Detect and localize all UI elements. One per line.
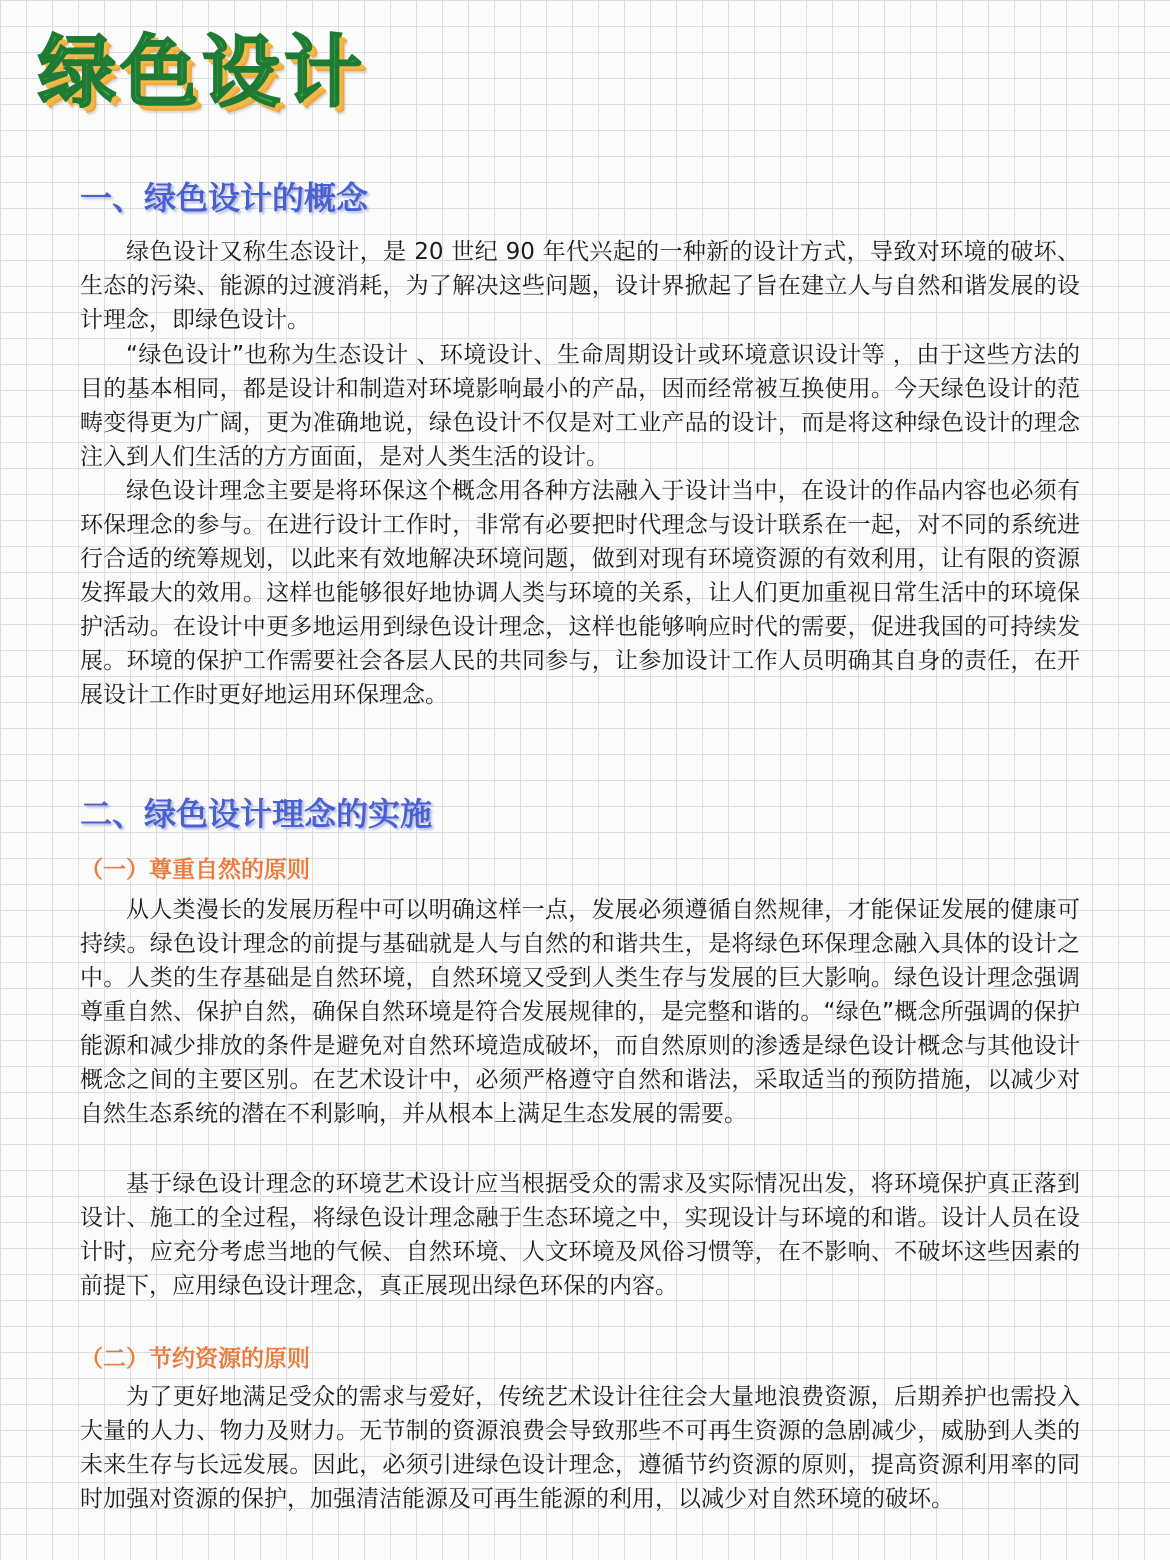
paragraph: 从人类漫长的发展历程中可以明确这样一点，发展必须遵循自然规律，才能保证发展的健康可持续。绿色设计理念的前提与基础就是人与自然的和谐共生，是将绿色环保理念融入具体的设计之中。人类的生存基础是自然环境，自然环境又受到人类生存与发展的巨大影响。绿色设计理念强调尊重自然、保护自然，确保自然环境是符合发展规律的，是完整和谐的。“绿色”概念所强调的保护能源和减少排放的条件是避免对自然环境造成破坏，而自然原则的渗透是绿色设计概念与其他设计概念之间的主要区别。在艺术设计中，必须严格遵守自然和谐法，采取适当的预防措施，以减少对自然生态系统的潜在不利影响，并从根本上满足生态发展的需要。 [80, 897, 1080, 1127]
subsection-heading-respect-nature: （一）尊重自然的原则 [80, 857, 310, 883]
paragraph: 绿色设计理念主要是将环保这个概念用各种方法融入于设计当中，在设计的作品内容也必须有环保理念的参与。在进行设计工作时，非常有必要把时代理念与设计联系在一起，对不同的系统进行合适的统筹规划，以此来有效地解决环境问题，做到对现有环境资源的有效利用，让有限的资源发挥最大的效用。这样也能够很好地协调人类与环境的关系，让人们更加重视日常生活中的环境保护活动。在设计中更多地运用到绿色设计理念，这样也能够响应时代的需要，促进我国的可持续发展。环境的保护工作需要社会各层人民的共同参与，让参加设计工作人员明确其自身的责任，在开展设计工作时更好地运用环保理念。 [80, 478, 1080, 708]
subsection-heading-save-resources: （二）节约资源的原则 [80, 1346, 310, 1372]
section-heading-concept: 一、绿色设计的概念 [80, 179, 369, 217]
paragraph: 为了更好地满足受众的需求与爱好，传统艺术设计往往会大量地浪费资源，后期养护也需投入大量的人力、物力及财力。无节制的资源浪费会导致那些不可再生资源的急剧减少，威胁到人类的未来生存与长远发展。因此，必须引进绿色设计理念，遵循节约资源的原则，提高资源利用率的同时加强对资源的保护，加强清洁能源及可再生能源的利用，以减少对自然环境的破坏。 [80, 1384, 1080, 1512]
paragraph: 绿色设计又称生态设计，是 20 世纪 90 年代兴起的一种新的设计方式，导致对环境的破坏、生态的污染、能源的过渡消耗，为了解决这些问题，设计界掀起了旨在建立人与自然和谐发展的设计理念，即绿色设计。 [80, 239, 1080, 333]
paragraph: “绿色设计”也称为生态设计 、环境设计、生命周期设计或环境意识设计等 ，由于这些方法的目的基本相同，都是设计和制造对环境影响最小的产品，因而经常被互换使用。今天绿色设计的范畴变得更为广阔，更为准确地说，绿色设计不仅是对工业产品的设计，而是将这种绿色设计的理念注入到人们生活的方方面面，是对人类生活的设计。 [80, 342, 1080, 470]
section-heading-implementation: 二、绿色设计理念的实施 [80, 795, 433, 833]
paragraph: 基于绿色设计理念的环境艺术设计应当根据受众的需求及实际情况出发，将环境保护真正落到设计、施工的全过程，将绿色设计理念融于生态环境之中，实现设计与环境的和谐。设计人员在设计时，应充分考虑当地的气候、自然环境、人文环境及风俗习惯等，在不影响、不破坏这些因素的前提下，应用绿色设计理念，真正展现出绿色环保的内容。 [80, 1171, 1080, 1299]
page-title: 绿色设计 [38, 27, 367, 118]
